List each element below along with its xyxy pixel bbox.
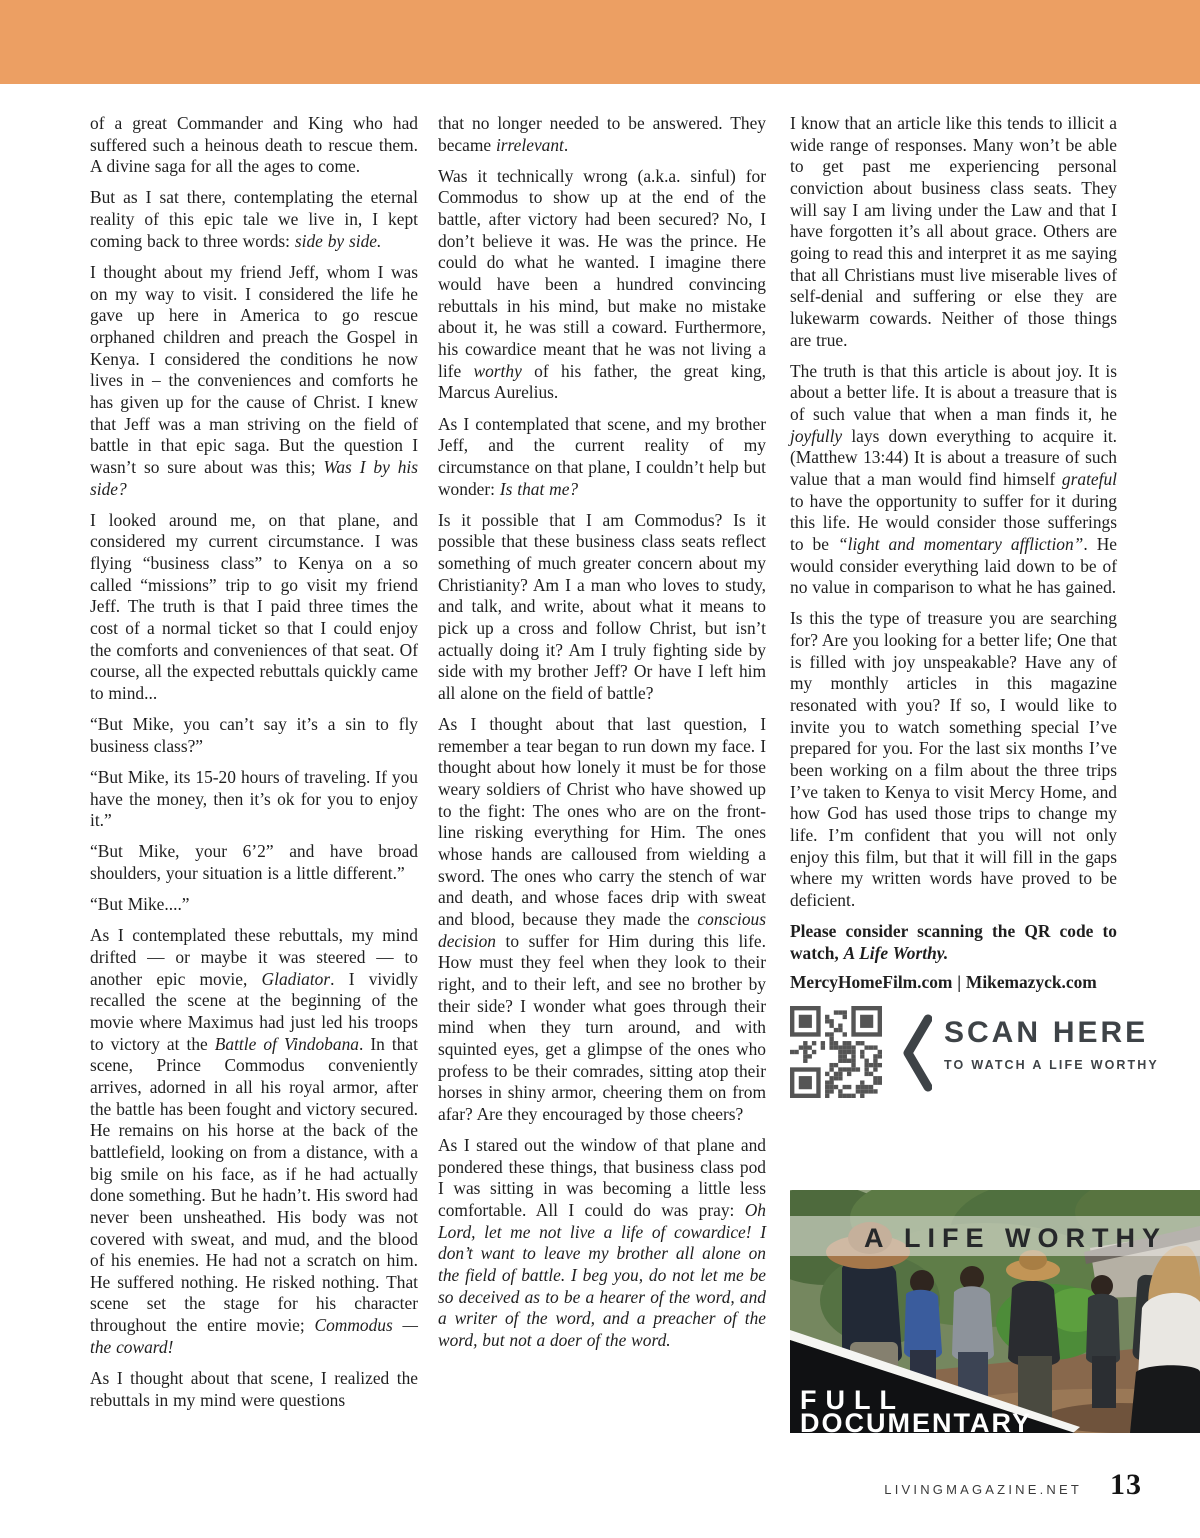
paragraph: “But Mike, your 6’2” and have broad shoulders, your situation is a little different.” xyxy=(90,841,418,883)
qr-scan-block[interactable] xyxy=(790,1006,1159,1098)
paragraph: “But Mike, its 15-20 hours of traveling. If you have the money, then it’s ok for you to enjoy it.” xyxy=(90,766,418,831)
page-number: 13 xyxy=(1110,1468,1142,1501)
paragraph: Is this the type of treasure you are searching for? Are you looking for a better life; One that is filled with joy unspeakable? Have any of my monthly articles in this magazine resonated with you? If so, I would like to invite you to watch something special I’ve prepared for you. For the last six months I’ve been working on a film about the three trips I’ve taken to Kenya to visit Mercy Home, and how God has used those trips to change my life. I’m confident that you will not only enjoy this film, but that it will fill in the gaps where my written words have proved to be deficient. xyxy=(790,608,1117,910)
paragraph: But as I sat there, contemplating the eternal reality of this epic tale we live in, I kept coming back to three words: side by side. xyxy=(90,187,418,251)
header-bar xyxy=(0,0,1200,84)
text-column-2 xyxy=(438,113,766,1361)
paragraph: “But Mike, you can’t say it’s a sin to fly business class?” xyxy=(90,714,418,756)
text-column-3 xyxy=(790,113,1159,1098)
paragraph: As I contemplated that scene, and my brother Jeff, and the current reality of my circumstance on that plane, I couldn’t help but wonder: Is that me? xyxy=(438,413,766,499)
scan-here-text xyxy=(944,1018,1159,1077)
video-thumbnail[interactable] xyxy=(790,1190,1200,1433)
site-url: LIVINGMAGAZINE.NET xyxy=(884,1482,1082,1497)
qr-code[interactable] xyxy=(790,1006,882,1098)
text-column-3-paragraphs xyxy=(790,113,1117,994)
paragraph: MercyHomeFilm.com | Mikemazyck.com xyxy=(790,972,1097,993)
paragraph: I looked around me, on that plane, and considered my current circumstance. I was flying “business class” to Kenya on a so called “missions” trip to go visit my friend Jeff. The truth is that I paid three times the cost of a normal ticket so that I could enjoy the comforts and conveniences of that seat. Of course, all the expected rebuttals quickly came to mind... xyxy=(90,509,418,703)
paragraph: of a great Commander and King who had suffered such a heinous death to rescue them. A divine saga for all the ages to come. xyxy=(90,113,418,177)
paragraph: Is it possible that I am Commodus? Is it possible that these business class seats reflect something of much greater concern about my Christianity? Am I a man who loves to study, and talk, and write, about what it means to pick up a cross and follow Christ, but isn’t actually doing it? Am I truly fighting side by side with my brother Jeff? Or have I left him all alone on the field of battle? xyxy=(438,509,766,703)
paragraph: that no longer needed to be answered. They became irrelevant. xyxy=(438,113,766,155)
chevron-left-icon xyxy=(902,1014,932,1098)
scan-here-title: SCAN HERE xyxy=(944,1016,1149,1050)
paragraph: I know that an article like this tends to illicit a wide range of responses. Many won’t be able to get past me experiencing personal conviction about business class seats. They will say I am living under the Law and that I have forgotten it’s all about grace. Others are going to read this and interpret it as me saying that all Christians must live miserable lives of self-denial and suffering or else they are lukewarm cowards. Neither of those things are true. xyxy=(790,113,1117,350)
paragraph: I thought about my friend Jeff, whom I was on my way to visit. I considered the life he gave up here in America to go rescue orphaned children and preach the Gospel in Kenya. I considered the conditions he now lives in – the conveniences and comforts he has given up for the cause of Christ. I knew that Jeff was a man striving on the field of battle in that epic saga. But the question I wasn’t so sure about was this; Was I by his side? xyxy=(90,261,418,499)
paragraph: The truth is that this article is about joy. It is about a better life. It is about a treasure that is of such value that when a man finds it, he joyfully lays down everything to acquire it. (Matthew 13:44) It is about a treasure of such value that a man would find himself grateful to have the opportunity to suffer for it during this life. He would consider those sufferings to be “light and momentary affliction”. He would consider everything laid down to be of no value in comparison to what he has gained. xyxy=(790,360,1117,598)
footer xyxy=(884,1468,1142,1502)
paragraph: Please consider scanning the QR code to watch, A Life Worthy. xyxy=(790,921,1117,963)
scan-here-subtitle: TO WATCH A LIFE WORTHY xyxy=(944,1058,1159,1073)
paragraph: Was it technically wrong (a.k.a. sinful) for Commodus to show up at the end of the battle, after victory had been secured? No, I don’t believe it was. He was the prince. He could do what he wanted. I imagine there would have been a hundred convincing rebuttals in his mind, but make no mistake about it, he was still a coward. Furthermore, his cowardice meant that he was not living a life worthy of his father, the great king, Marcus Aurelius. xyxy=(438,165,766,403)
paragraph: As I thought about that last question, I remember a tear began to run down my face. I thought about how lonely it must be for those weary soldiers of Christ who have showed up to the fight: The ones who are on the front-line risking everything for Him. The ones whose hands are calloused from wielding a sword. The ones who carry the stench of war and death, and whose faces drip with sweat and blood, because they made the conscious decision to suffer for Him during this life. How must they feel when they look to their right, and to their left, and see no brother by their side? I wonder what goes through their mind when they turn around, and with squinted eyes, get a glimpse of the ones who profess to be their comrades, sitting atop their horses in shiny armor, cheering them on from afar? Are they encouraged by those cheers? xyxy=(438,714,766,1124)
thumbnail-title: A LIFE WORTHY xyxy=(864,1223,1167,1253)
paragraph: As I contemplated these rebuttals, my mind drifted — or maybe it was steered — to another epic movie, Gladiator. I vividly recalled the scene at the beginning of the movie where Maximus had just led his troops to victory at the Battle of Vindobana. In that scene, Prince Commodus conveniently arrives, adorned in all his royal armor, after the battle has been fought and victory secured. He remains on his horse at the back of the battlefield, looking on from a distance, with a big smile on his face, as if he had actually done something. But he hadn’t. His sword had never been unsheathed. His body was not covered with sweat, and mud, and the blood of his enemies. He had not a scratch on him. He suffered nothing. He risked nothing. That scene set the stage for his character throughout the entire movie; Commodus — the coward! xyxy=(90,925,418,1357)
full-documentary-badge-line1: FULL xyxy=(800,1385,905,1415)
paragraph: As I stared out the window of that plane and pondered these things, that business class pod I was sitting in was becoming a little less comfortable. All I could do was pray: Oh Lord, let me not live a life of cowardice! I don’t want to leave my brother all alone on the field of battle. I beg you, do not let me be so deceived as to be a hearer of the word, and a writer of the word, and a preacher of the word, but not a doer of the word. xyxy=(438,1135,766,1350)
paragraph: “But Mike....” xyxy=(90,894,190,915)
paragraph: As I thought about that scene, I realized the rebuttals in my mind were questions xyxy=(90,1367,418,1410)
text-column-1 xyxy=(90,113,418,1421)
full-documentary-badge-line2: DOCUMENTARY xyxy=(800,1408,1032,1433)
